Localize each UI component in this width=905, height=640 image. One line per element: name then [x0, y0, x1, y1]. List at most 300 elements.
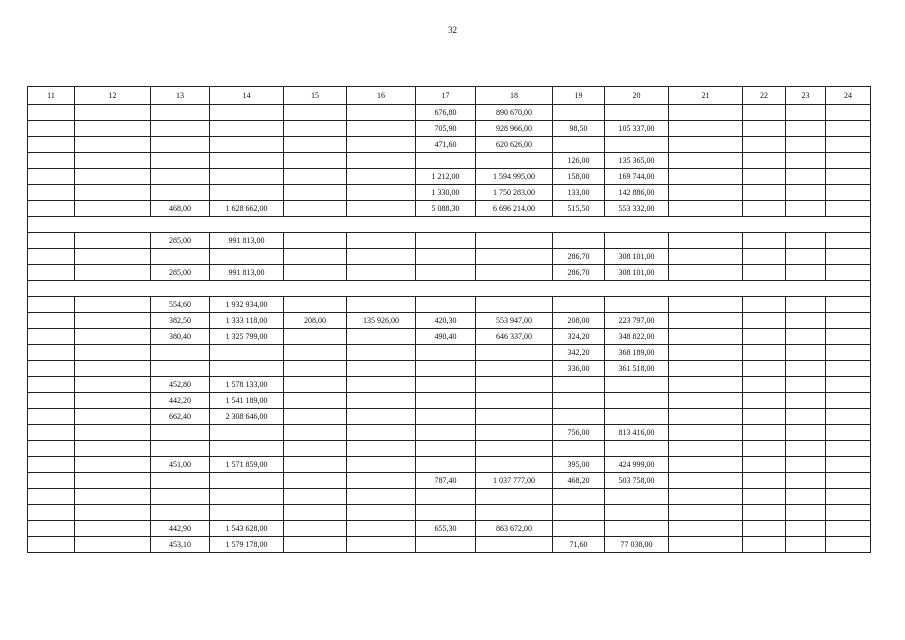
table-cell	[605, 441, 669, 457]
table-cell: 158,00	[553, 169, 605, 185]
table-cell: 6 696 214,00	[476, 201, 553, 217]
table-cell	[75, 409, 151, 425]
table-cell: 1 628 662,00	[210, 201, 284, 217]
table-row	[28, 425, 871, 441]
table-cell: 135 365,00	[605, 153, 669, 169]
table-cell	[75, 121, 151, 137]
table-cell	[743, 185, 786, 201]
table-row	[28, 297, 871, 313]
table-cell	[826, 521, 871, 537]
table-cell	[75, 521, 151, 537]
table-cell	[743, 441, 786, 457]
table-cell: 382,50	[151, 313, 210, 329]
table-cell	[416, 249, 476, 265]
table-cell	[669, 393, 743, 409]
table-cell: 223 797,00	[605, 313, 669, 329]
table-cell	[75, 137, 151, 153]
table-cell	[75, 345, 151, 361]
table-cell	[786, 409, 826, 425]
table-cell	[210, 345, 284, 361]
table-cell	[347, 521, 416, 537]
table-cell	[669, 105, 743, 121]
table-cell	[151, 505, 210, 521]
table-cell	[786, 473, 826, 489]
table-cell	[28, 201, 75, 217]
column-header: 12	[75, 87, 151, 105]
table-cell	[476, 361, 553, 377]
table-cell	[605, 521, 669, 537]
table-cell	[284, 137, 347, 153]
table-cell	[28, 505, 75, 521]
table-cell: 342,20	[553, 345, 605, 361]
table-cell	[347, 153, 416, 169]
table-cell	[476, 233, 553, 249]
table-cell	[210, 121, 284, 137]
table-cell: 135 926,00	[347, 313, 416, 329]
column-header: 23	[786, 87, 826, 105]
table-cell	[786, 153, 826, 169]
table-row	[28, 473, 871, 489]
table-cell: 424 999,00	[605, 457, 669, 473]
table-cell	[416, 425, 476, 441]
table-cell	[669, 377, 743, 393]
table-cell	[28, 425, 75, 441]
table-cell	[75, 105, 151, 121]
table-cell	[75, 297, 151, 313]
table-cell	[284, 201, 347, 217]
table-cell	[669, 137, 743, 153]
table-cell	[28, 185, 75, 201]
table-cell	[28, 377, 75, 393]
table-cell	[347, 345, 416, 361]
table-cell: 1 750 283,00	[476, 185, 553, 201]
table-cell: 662,40	[151, 409, 210, 425]
table-row	[28, 345, 871, 361]
table-cell: 468,00	[151, 201, 210, 217]
table-cell	[284, 473, 347, 489]
table-cell	[284, 121, 347, 137]
table-cell	[210, 425, 284, 441]
table-cell: 1 543 628,00	[210, 521, 284, 537]
table-cell	[28, 153, 75, 169]
table-cell	[151, 185, 210, 201]
table-cell	[786, 297, 826, 313]
table-cell	[284, 489, 347, 505]
section-divider-row	[28, 281, 871, 297]
table-cell	[605, 233, 669, 249]
table-cell: 676,80	[416, 105, 476, 121]
column-header: 18	[476, 87, 553, 105]
table-cell	[28, 537, 75, 553]
table-cell	[75, 473, 151, 489]
table-cell: 1 541 189,00	[210, 393, 284, 409]
table-cell	[28, 313, 75, 329]
table-cell: 1 579 178,00	[210, 537, 284, 553]
table-cell	[605, 377, 669, 393]
table-cell	[669, 153, 743, 169]
table-cell	[210, 361, 284, 377]
table-cell	[347, 185, 416, 201]
table-cell	[743, 329, 786, 345]
table-row	[28, 441, 871, 457]
table-cell: 890 670,00	[476, 105, 553, 121]
table-cell	[75, 377, 151, 393]
table-cell	[786, 345, 826, 361]
table-row	[28, 537, 871, 553]
table-row	[28, 521, 871, 537]
table-cell	[151, 137, 210, 153]
table-cell	[826, 537, 871, 553]
table-cell	[347, 137, 416, 153]
table-cell	[743, 345, 786, 361]
table-cell	[416, 393, 476, 409]
table-cell	[75, 169, 151, 185]
table-cell	[75, 201, 151, 217]
data-table	[27, 86, 871, 553]
table-row	[28, 313, 871, 329]
table-cell	[826, 249, 871, 265]
table-cell	[75, 329, 151, 345]
table-cell: 1 578 133,00	[210, 377, 284, 393]
table-cell	[284, 393, 347, 409]
table-cell	[476, 441, 553, 457]
table-cell: 5 088,30	[416, 201, 476, 217]
table-cell	[476, 265, 553, 281]
table-cell	[210, 105, 284, 121]
table-cell	[786, 121, 826, 137]
table-cell: 1 330,00	[416, 185, 476, 201]
table-cell: 515,50	[553, 201, 605, 217]
table-row	[28, 153, 871, 169]
table-cell	[284, 105, 347, 121]
table-cell	[284, 409, 347, 425]
table-cell	[826, 345, 871, 361]
table-cell	[476, 297, 553, 313]
table-row	[28, 185, 871, 201]
table-cell	[347, 473, 416, 489]
table-cell	[786, 457, 826, 473]
table-cell	[347, 329, 416, 345]
table-row	[28, 137, 871, 153]
table-cell	[75, 441, 151, 457]
table-cell	[347, 105, 416, 121]
table-cell	[347, 377, 416, 393]
table-cell	[743, 265, 786, 281]
table-cell: 705,90	[416, 121, 476, 137]
table-row	[28, 249, 871, 265]
column-header: 15	[284, 87, 347, 105]
table-cell	[553, 297, 605, 313]
table-cell	[284, 169, 347, 185]
table-cell	[347, 393, 416, 409]
table-cell: 503 758,00	[605, 473, 669, 489]
table-cell	[75, 153, 151, 169]
table-cell	[669, 329, 743, 345]
table-cell	[826, 457, 871, 473]
table-cell: 169 744,00	[605, 169, 669, 185]
table-cell	[743, 249, 786, 265]
table-cell	[669, 169, 743, 185]
table-cell	[553, 393, 605, 409]
table-cell	[669, 313, 743, 329]
table-cell	[826, 297, 871, 313]
table-cell	[786, 233, 826, 249]
table-cell	[476, 425, 553, 441]
section-divider-cell	[28, 217, 871, 233]
table-cell	[28, 329, 75, 345]
table-cell	[669, 185, 743, 201]
table-cell	[669, 521, 743, 537]
table-cell	[284, 153, 347, 169]
table-cell: 1 594 995,00	[476, 169, 553, 185]
table-row	[28, 169, 871, 185]
table-cell	[151, 153, 210, 169]
table-cell	[476, 505, 553, 521]
table-cell: 308 101,00	[605, 265, 669, 281]
table-cell	[786, 537, 826, 553]
table-cell: 490,40	[416, 329, 476, 345]
table-cell	[28, 409, 75, 425]
table-cell	[826, 265, 871, 281]
table-cell	[284, 441, 347, 457]
table-cell	[416, 537, 476, 553]
table-cell: 1 932 934,00	[210, 297, 284, 313]
table-cell	[553, 137, 605, 153]
table-cell	[151, 249, 210, 265]
table-cell	[476, 345, 553, 361]
table-cell	[553, 409, 605, 425]
table-cell	[826, 473, 871, 489]
table-cell	[28, 297, 75, 313]
table-cell: 286,70	[553, 249, 605, 265]
table-cell	[151, 425, 210, 441]
table-cell	[669, 473, 743, 489]
table-cell: 756,00	[553, 425, 605, 441]
table-cell: 451,00	[151, 457, 210, 473]
table-cell: 471,60	[416, 137, 476, 153]
table-cell	[28, 489, 75, 505]
table-cell	[669, 249, 743, 265]
table-cell	[347, 121, 416, 137]
table-cell	[743, 233, 786, 249]
table-cell: 1 037 777,00	[476, 473, 553, 489]
table-cell	[786, 249, 826, 265]
table-cell	[743, 537, 786, 553]
table-cell	[347, 425, 416, 441]
table-cell	[826, 329, 871, 345]
table-cell: 395,00	[553, 457, 605, 473]
table-cell	[476, 409, 553, 425]
column-header: 16	[347, 87, 416, 105]
table-cell	[786, 329, 826, 345]
column-header: 17	[416, 87, 476, 105]
table-cell: 1 325 799,00	[210, 329, 284, 345]
column-header: 13	[151, 87, 210, 105]
table-cell	[28, 393, 75, 409]
table-cell	[28, 137, 75, 153]
table-cell: 208,00	[553, 313, 605, 329]
table-cell	[151, 121, 210, 137]
table-cell	[743, 297, 786, 313]
table-cell	[669, 409, 743, 425]
table-cell	[75, 265, 151, 281]
table-cell	[669, 201, 743, 217]
table-cell	[743, 105, 786, 121]
table-cell: 368 189,00	[605, 345, 669, 361]
table-cell	[476, 457, 553, 473]
table-cell	[75, 233, 151, 249]
table-cell	[347, 249, 416, 265]
table-cell	[210, 473, 284, 489]
table-cell	[786, 505, 826, 521]
table-cell	[416, 505, 476, 521]
table-cell: 126,00	[553, 153, 605, 169]
table-cell	[786, 393, 826, 409]
section-divider-cell	[28, 281, 871, 297]
table-row	[28, 201, 871, 217]
section-divider-row	[28, 217, 871, 233]
column-header: 19	[553, 87, 605, 105]
table-row	[28, 489, 871, 505]
table-row	[28, 361, 871, 377]
table-cell	[210, 137, 284, 153]
table-cell	[743, 409, 786, 425]
table-cell	[786, 521, 826, 537]
table-cell	[553, 489, 605, 505]
table-row	[28, 105, 871, 121]
table-cell	[151, 169, 210, 185]
page-number: 32	[448, 25, 457, 35]
table-cell	[743, 169, 786, 185]
table-cell	[151, 441, 210, 457]
table-cell	[284, 265, 347, 281]
table-cell: 813 416,00	[605, 425, 669, 441]
table-cell	[669, 441, 743, 457]
table-cell	[669, 345, 743, 361]
table-cell	[210, 249, 284, 265]
table-cell	[669, 297, 743, 313]
table-cell: 361 518,00	[605, 361, 669, 377]
table-cell: 348 822,00	[605, 329, 669, 345]
table-cell	[743, 361, 786, 377]
table-cell: 98,50	[553, 121, 605, 137]
table-cell: 453,10	[151, 537, 210, 553]
table-cell: 2 308 646,00	[210, 409, 284, 425]
table-cell: 452,80	[151, 377, 210, 393]
table-cell	[476, 153, 553, 169]
table-cell	[284, 329, 347, 345]
table-cell: 646 337,00	[476, 329, 553, 345]
table-cell	[210, 169, 284, 185]
table-cell	[786, 489, 826, 505]
table-cell: 553 332,00	[605, 201, 669, 217]
table-cell	[786, 265, 826, 281]
table-cell	[826, 233, 871, 249]
table-cell	[151, 489, 210, 505]
table-cell: 468,20	[553, 473, 605, 489]
table-cell	[786, 105, 826, 121]
column-header: 14	[210, 87, 284, 105]
table-cell	[826, 121, 871, 137]
table-cell: 285,00	[151, 265, 210, 281]
table-cell	[347, 201, 416, 217]
table-cell	[28, 249, 75, 265]
table-cell	[28, 441, 75, 457]
table-cell	[553, 441, 605, 457]
table-cell	[743, 393, 786, 409]
header-row	[28, 87, 871, 105]
table-cell	[826, 409, 871, 425]
table-cell	[786, 201, 826, 217]
table-cell	[347, 361, 416, 377]
table-cell	[284, 521, 347, 537]
table-cell	[284, 457, 347, 473]
table-cell	[75, 313, 151, 329]
table-row	[28, 233, 871, 249]
table-cell	[151, 473, 210, 489]
table-cell	[669, 457, 743, 473]
table-cell	[786, 137, 826, 153]
table-cell	[28, 105, 75, 121]
table-cell	[826, 105, 871, 121]
table-cell	[786, 361, 826, 377]
table-cell	[75, 505, 151, 521]
table-cell: 77 038,00	[605, 537, 669, 553]
table-cell	[347, 233, 416, 249]
table-cell	[553, 233, 605, 249]
table-cell	[75, 361, 151, 377]
table-cell	[553, 521, 605, 537]
table-row	[28, 409, 871, 425]
table-cell	[28, 345, 75, 361]
table-cell	[284, 361, 347, 377]
table-cell	[553, 105, 605, 121]
table-row	[28, 265, 871, 281]
table-cell	[75, 249, 151, 265]
table-cell	[75, 537, 151, 553]
table-row	[28, 377, 871, 393]
table-cell: 863 672,00	[476, 521, 553, 537]
table-cell	[284, 425, 347, 441]
table-cell	[347, 441, 416, 457]
table-cell: 1 212,00	[416, 169, 476, 185]
table-cell	[826, 137, 871, 153]
table-cell	[786, 313, 826, 329]
table-cell	[347, 537, 416, 553]
table-cell	[151, 361, 210, 377]
table-cell	[75, 457, 151, 473]
table-cell	[553, 505, 605, 521]
column-header: 22	[743, 87, 786, 105]
table-cell	[28, 473, 75, 489]
table-cell	[284, 249, 347, 265]
table-cell: 620 626,00	[476, 137, 553, 153]
table-cell: 1 571 859,00	[210, 457, 284, 473]
table-cell	[416, 297, 476, 313]
table-cell	[786, 425, 826, 441]
table-cell	[826, 201, 871, 217]
table-cell: 928 966,00	[476, 121, 553, 137]
table-cell	[743, 201, 786, 217]
table-cell	[605, 505, 669, 521]
table-cell	[826, 441, 871, 457]
table-cell: 554,60	[151, 297, 210, 313]
table-cell: 442,20	[151, 393, 210, 409]
table-cell	[826, 505, 871, 521]
table-cell	[284, 345, 347, 361]
table-cell	[151, 105, 210, 121]
table-cell	[826, 425, 871, 441]
